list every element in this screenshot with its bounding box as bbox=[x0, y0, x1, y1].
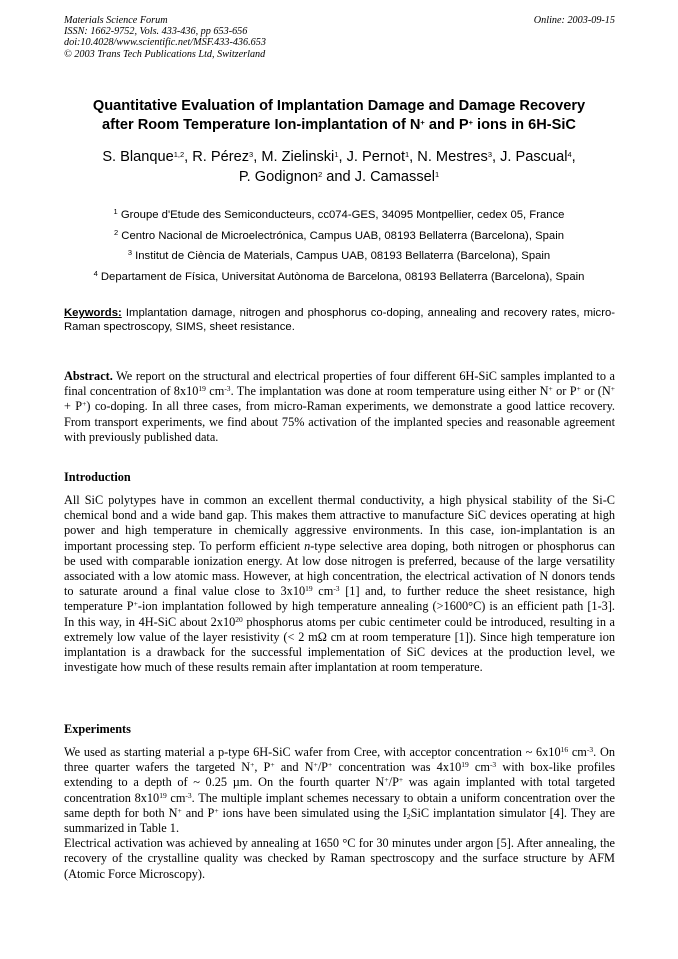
experiments-heading: Experiments bbox=[64, 722, 131, 736]
keywords bbox=[64, 306, 615, 334]
journal-name: Materials Science Forum bbox=[64, 15, 168, 26]
affiliation-list bbox=[40, 205, 638, 288]
title-line-1: Quantitative Evaluation of Implantation Damage and Damage Recovery bbox=[92, 98, 586, 114]
experiments-text bbox=[64, 745, 615, 882]
introduction-text: All SiC polytypes have in common an excellent thermal conductivity, a high physical stability of the Si-C chemical bond and a wide band gap. This makes them attractive to manufacture SiC devices operating at high power and high temperature in chemically aggressive environments. In this case, ion-implantation is an important processing step. To perform efficient n-type selective area doping, both nitrogen or phosphorus can be used with comparable ionization energy. At low dose nitrogen is preferred, because of the large versatility associated with a low atomic mass. However, at high concentration, the electrical activation of N donors tends to saturate around a final value close to $3x10^{19}$ $cm^{-3}$ [1] and, to further reduce the sheet resistance, high temperature P+-ion implantation followed by high temperature annealing (>1600°C) is an efficient path [1-3]. In this way, in 4H-SiC about $2x10^{20}$ phosphorus atoms per cubic centimeter could be introduced, resulting in a extremely low value of the layer resistivity (< 2 mΩ cm at room temperature [1]). Since high temperature ion implantation is a drawback for the successful implementation of SiC devices at the production level, we investigate how much of these results remain after implantation at room temperature. bbox=[64, 493, 615, 675]
keywords-text: Implantation damage, nitrogen and phosphorus co-doping, annealing and recovery rates, micro-Raman spectroscopy, SIMS, sheet resistance. bbox=[64, 307, 615, 333]
experiments-paragraph-2: Electrical activation was achieved by annealing at 1650 °C for 30 minutes under argon [5]. After annealing, the recovery of the crystalline quality was checked by Raman spectroscopy and the surface structure by AFM (Atomic Force Microscopy). bbox=[64, 836, 615, 881]
abstract: Abstract. We report on the structural and electrical properties of four different 6H-SiC samples implanted to a final concentration of $8x10^{19}$ $cm^{-3}$. The implantation was done at room temperature using either N+ or P+ or (N+ + P+) co-doping. In all three cases, from micro-Raman experiments, we demonstrate a good lattice recovery. From transport experiments, we find about 75% activation of the implanted species and reasonable agreement with previously published data. bbox=[64, 369, 615, 444]
introduction-heading: Introduction bbox=[64, 470, 131, 484]
keywords-label: Keywords: bbox=[64, 307, 122, 319]
affiliation-3: $^3$ Institut de Ciència de Materials, Campus UAB, 08193 Bellaterra (Barcelona), Spain bbox=[127, 248, 551, 263]
journal-header bbox=[64, 15, 615, 60]
abstract-label: Abstract. bbox=[64, 369, 113, 383]
author-list bbox=[40, 147, 638, 187]
issn-line: ISSN: 1662-9752, Vols. 433-436, pp 653-656 bbox=[64, 26, 248, 38]
copyright-line: © 2003 Trans Tech Publications Ltd, Switzerland bbox=[64, 48, 266, 60]
doi-line[interactable]: doi:10.4028/www.scientific.net/MSF.433-436.653 bbox=[64, 37, 266, 49]
author-line-2: P. Godignon$^2$ and J. Camassel$^1$ bbox=[238, 169, 440, 185]
affiliation-1: $^1$ Groupe d'Etude des Semiconducteurs, cc074-GES, 34095 Montpellier, cedex 05, France bbox=[113, 207, 565, 221]
affiliation-4: $^4$ Departament de Física, Universitat Autònoma de Barcelona, 08193 Bellaterra (Barcelona), Spain bbox=[93, 269, 585, 284]
author-line-1: S. Blanque$^{1,2}$, R. Pérez$^3$, M. Zielinski$^1$, J. Pernot$^1$, N. Mestres$^3$, J. Pascual$^4$, bbox=[102, 149, 576, 165]
experiments-paragraph-1: We used as starting material a p-type 6H-SiC wafer from Cree, with acceptor concentration ~ $6x10^{16}$ $cm^{-3}$. On three quarter wafers the targeted N+, P+ and N+/P+ concentration was $4x10^{19}$ $cm^{-3}$ with box-like profiles extending to a depth of ~ 0.25 µm. On the fourth quarter N+/P+ was again implanted with total targeted concentration $8x10^{19}$ $cm^{-3}$. The multiple implant schemes necessary to obtain a uniform concentration over the same depth for both N+ and P+ ions have been simulated using the $I_2SiC$ implantation simulator [4]. They are summarized in Table 1. bbox=[64, 745, 615, 836]
affiliation-2: $^2$ Centro Nacional de Microelectrónica, Campus UAB, 08193 Bellaterra (Barcelona), Spain bbox=[114, 227, 564, 242]
online-date: Online: 2003-09-15 bbox=[533, 15, 615, 26]
paper-title bbox=[40, 97, 638, 135]
title-line-2: after Room Temperature Ion-implantation of N+ and P+ ions in 6H-SiC bbox=[102, 117, 576, 133]
